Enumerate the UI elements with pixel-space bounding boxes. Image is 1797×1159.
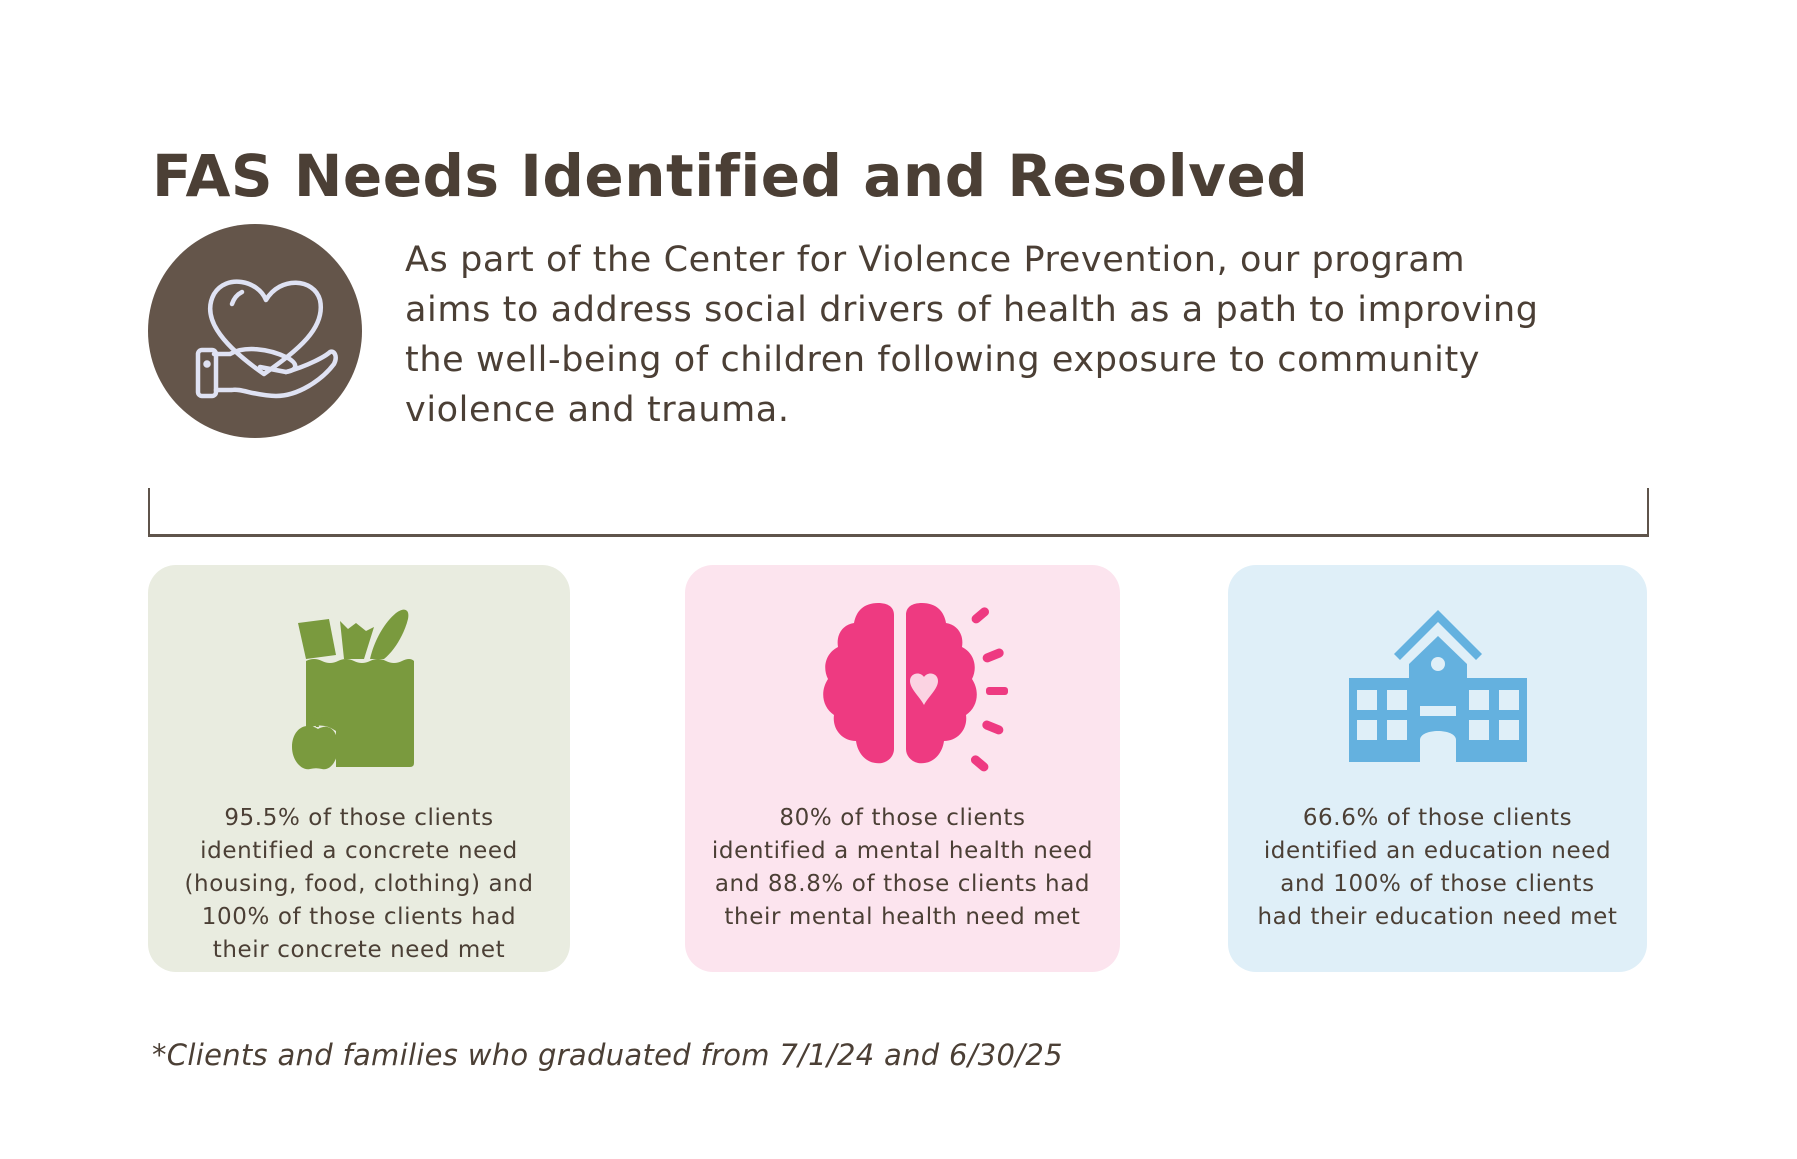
card-text-line: and 88.8% of those clients had xyxy=(714,871,1091,897)
card-text-line: (housing, food, clothing) and xyxy=(184,871,534,897)
school-building-icon xyxy=(1349,610,1527,762)
card-text-line: 80% of those clients xyxy=(779,805,1026,831)
card-mental-health-need xyxy=(685,565,1120,972)
card-stat-text xyxy=(148,802,570,967)
card-text-line: identified a mental health need xyxy=(711,838,1094,864)
card-text-line: and 100% of those clients xyxy=(1280,871,1595,897)
card-text-line: had their education need met xyxy=(1257,904,1618,930)
card-text-line: 95.5% of those clients xyxy=(224,805,494,831)
card-text-line: their concrete need met xyxy=(212,937,506,963)
card-text-line: identified a concrete need xyxy=(200,838,518,864)
intro-paragraph xyxy=(405,235,1665,435)
brain-heart-icon xyxy=(820,601,1010,773)
intro-line: As part of the Center for Violence Prevention, our program xyxy=(405,240,1466,280)
card-text-line: 66.6% of those clients xyxy=(1302,805,1573,831)
section-bracket-divider xyxy=(148,488,1649,537)
footnote: *Clients and families who graduated from 7/1/24 and 6/30/25 xyxy=(152,1038,1063,1072)
grocery-bag-icon xyxy=(292,601,426,771)
card-stat-text xyxy=(685,802,1120,934)
intro-line: aims to address social drivers of health as a path to improving xyxy=(405,290,1539,330)
page-title: FAS Needs Identified and Resolved xyxy=(152,141,1309,210)
card-stat-text xyxy=(1228,802,1647,934)
intro-line: the well-being of children following exposure to community xyxy=(405,340,1481,380)
intro-icon-circle xyxy=(148,224,362,438)
card-text-line: 100% of those clients had xyxy=(201,904,517,930)
card-text-line: identified an education need xyxy=(1263,838,1612,864)
card-education-need xyxy=(1228,565,1647,972)
card-concrete-need xyxy=(148,565,570,972)
card-text-line: their mental health need met xyxy=(724,904,1081,930)
heart-in-hand-icon xyxy=(148,224,362,438)
intro-line: violence and trauma. xyxy=(405,390,790,430)
